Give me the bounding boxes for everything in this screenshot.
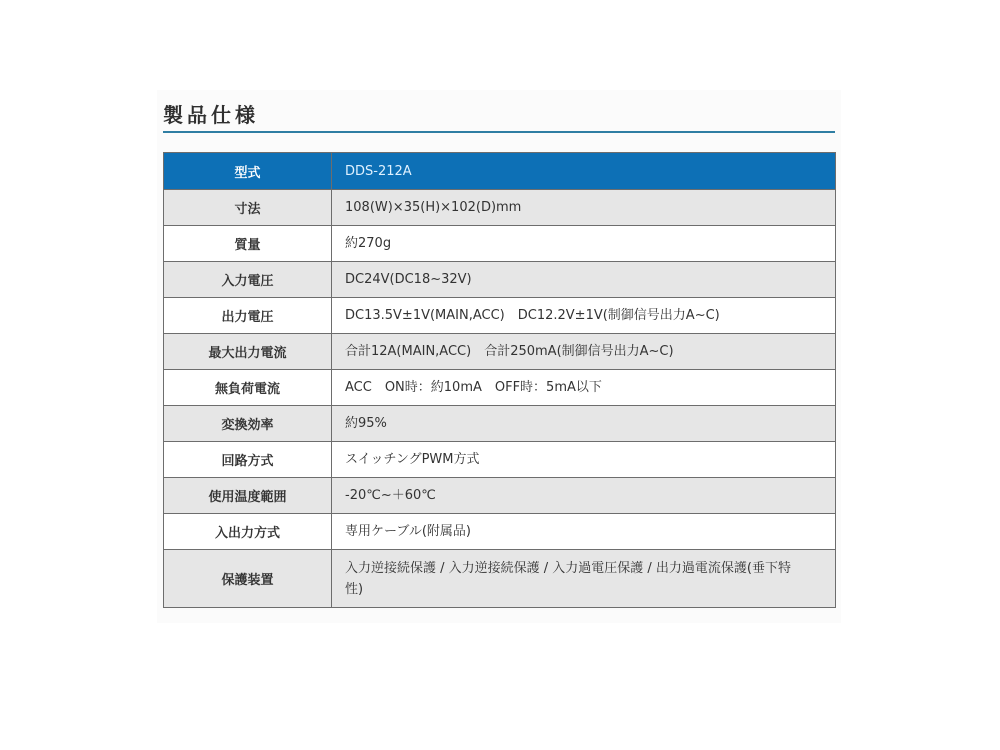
spec-value: 専用ケーブル(附属品) (332, 514, 836, 550)
spec-value: 108(W)×35(H)×102(D)mm (332, 190, 836, 226)
table-row-output-voltage (164, 298, 836, 334)
spec-label: 使用温度範囲 (164, 478, 332, 514)
table-row-circuit-type (164, 442, 836, 478)
table-row-input-voltage (164, 262, 836, 298)
spec-label: 出力電圧 (164, 298, 332, 334)
spec-label: 保護装置 (164, 550, 332, 608)
spec-value: 約95% (332, 406, 836, 442)
table-row-dimensions (164, 190, 836, 226)
table-row-model (164, 153, 836, 190)
spec-value: DDS-212A (332, 153, 836, 190)
table-row-max-output-current (164, 334, 836, 370)
spec-value: 入力逆接続保護 / 入力逆接続保護 / 入力過電圧保護 / 出力過電流保護(垂下特性) (332, 550, 836, 608)
table-row-io-method (164, 514, 836, 550)
spec-value: 合計12A(MAIN,ACC) 合計250mA(制御信号出力A~C) (332, 334, 836, 370)
spec-label: 変換効率 (164, 406, 332, 442)
spec-value: 約270g (332, 226, 836, 262)
page-title: 製品仕様 (163, 103, 259, 127)
table-row-weight (164, 226, 836, 262)
table-row-operating-temperature (164, 478, 836, 514)
spec-value: DC24V(DC18~32V) (332, 262, 836, 298)
spec-label: 寸法 (164, 190, 332, 226)
spec-label: 最大出力電流 (164, 334, 332, 370)
table-row-protection (164, 550, 836, 608)
spec-label: 質量 (164, 226, 332, 262)
spec-value: -20℃~＋60℃ (332, 478, 836, 514)
spec-label: 無負荷電流 (164, 370, 332, 406)
table-row-efficiency (164, 406, 836, 442)
table-row-no-load-current (164, 370, 836, 406)
spec-table (163, 152, 836, 608)
spec-label: 入出力方式 (164, 514, 332, 550)
title-divider (163, 131, 835, 133)
spec-label: 型式 (164, 153, 332, 190)
spec-value: DC13.5V±1V(MAIN,ACC) DC12.2V±1V(制御信号出力A~C) (332, 298, 836, 334)
spec-label: 入力電圧 (164, 262, 332, 298)
spec-value: スイッチングPWM方式 (332, 442, 836, 478)
spec-value: ACC ON時：約10mA OFF時：5mA以下 (332, 370, 836, 406)
spec-label: 回路方式 (164, 442, 332, 478)
